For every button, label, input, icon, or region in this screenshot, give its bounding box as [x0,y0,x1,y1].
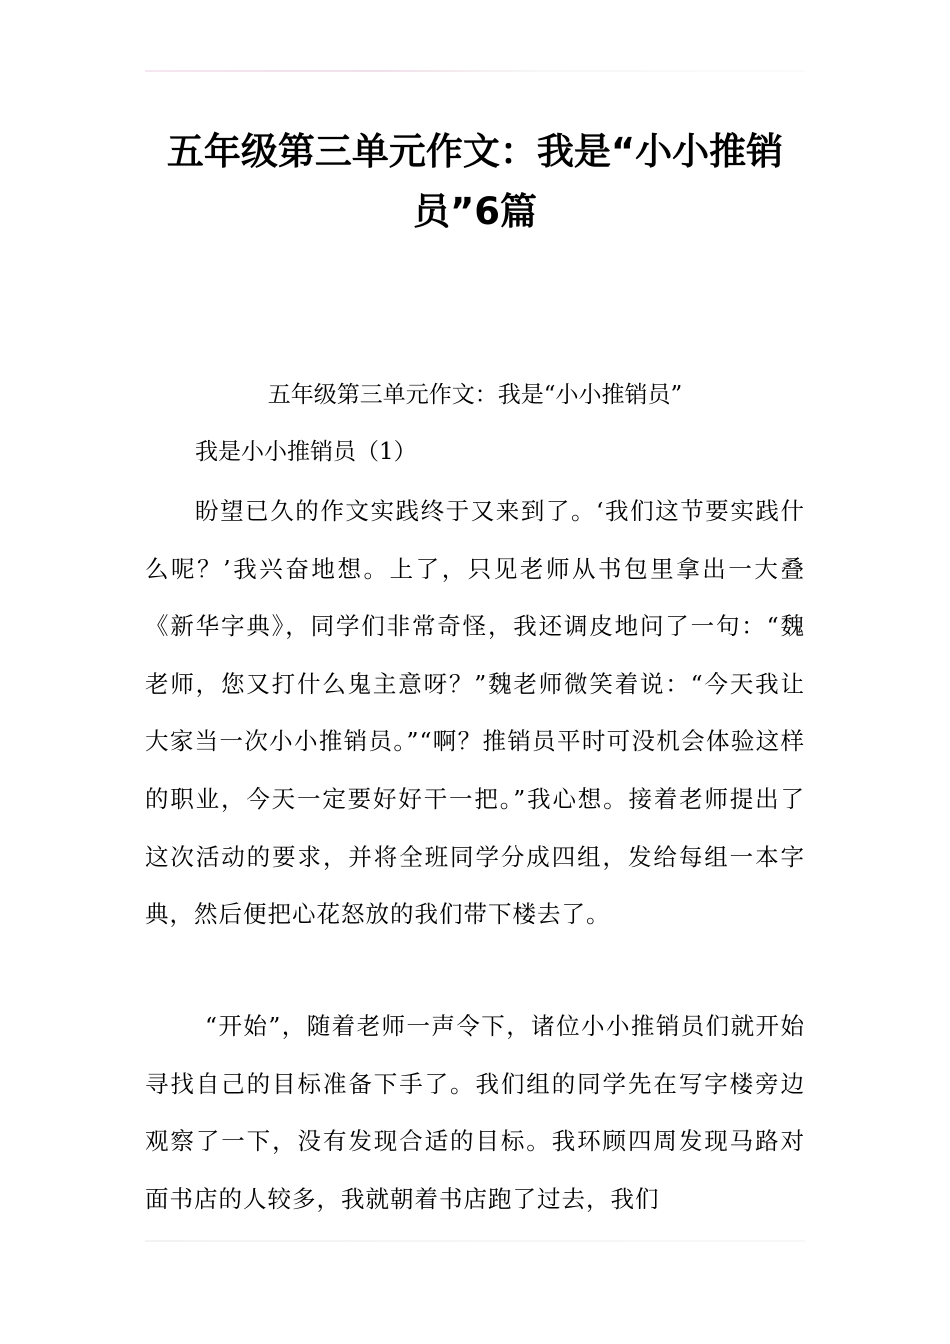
body-paragraph: 盼望已久的作文实践终于又来到了。‘我们这节要实践什么呢？’我兴奋地想。上了，只见老师从书包里拿出一大叠《新华字典》，同学们非常奇怪，我还调皮地问了一句：“魏老师，您又打什么鬼主意呀？”魏老师微笑着说：“今天我让大家当一次小小推销员。”“啊？推销员平时可没机会体验这样的职业，今天一定要好好干一把。”我心想。接着老师提出了这次活动的要求，并将全班同学分成四组，发给每组一本字典，然后便把心花怒放的我们带下楼去了。 [145,497,805,929]
body-paragraph: “开始”，随着老师一声令下，诸位小小推销员们就开始寻找自己的目标准备下手了。我们组的同学先在写字楼旁边观察了一下，没有发现合适的目标。我环顾四周发现马路对面书店的人较多，我就朝着书店跑了过去，我们 [145,1012,805,1213]
document-title: 五年级第三单元作文：我是“小小推销员”6篇 [166,130,784,233]
header-rule [145,70,805,72]
footer-rule [145,1240,805,1242]
section-heading: 我是小小推销员（1） [195,439,417,465]
article-subtitle: 五年级第三单元作文：我是“小小推销员” [267,382,683,408]
